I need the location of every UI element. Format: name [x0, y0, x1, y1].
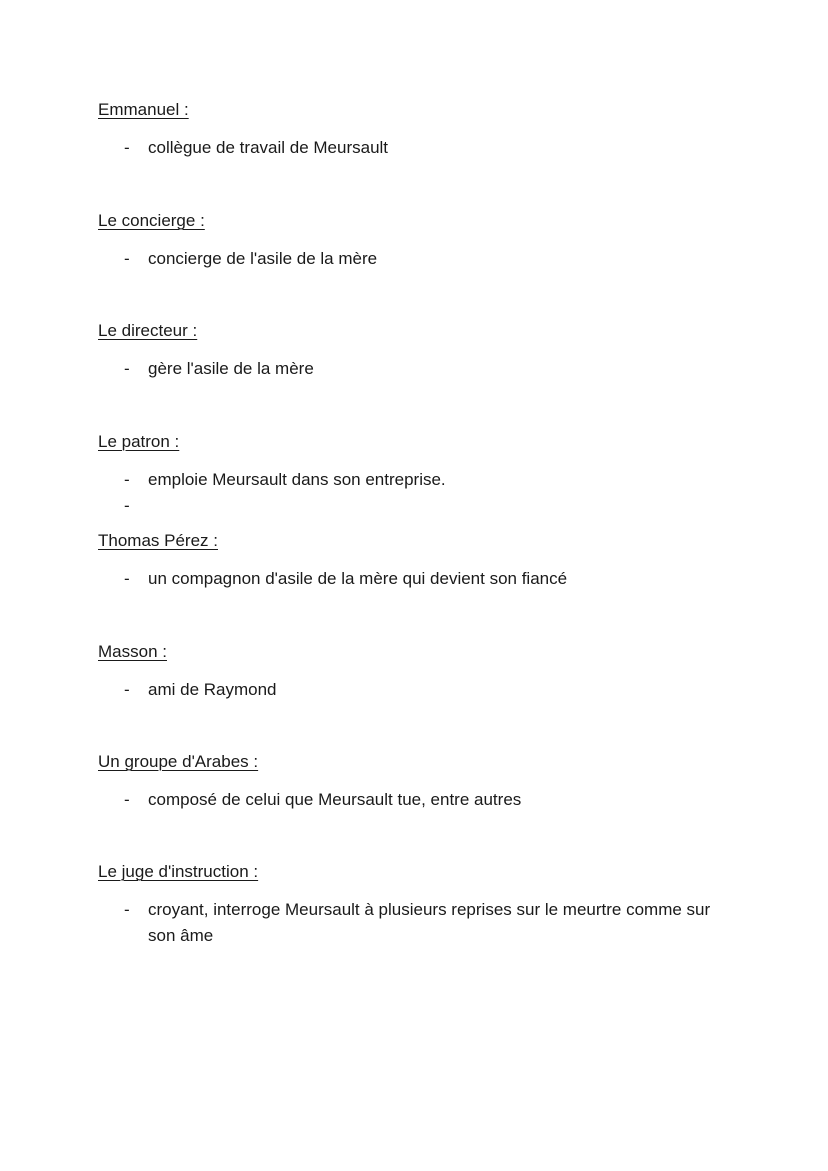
bullet-text: gère l'asile de la mère — [148, 359, 314, 378]
character-entry — [98, 99, 738, 161]
bullet-text: ami de Raymond — [148, 680, 277, 699]
character-description-list — [98, 787, 738, 813]
bullet-dash: - — [124, 496, 130, 515]
character-description-list — [98, 566, 738, 592]
bullet-dash: - — [124, 470, 130, 489]
list-item — [98, 246, 738, 272]
character-entry — [98, 210, 738, 272]
character-heading: Masson : — [98, 642, 167, 661]
list-item — [98, 467, 738, 493]
character-description-list — [98, 356, 738, 382]
character-heading: Le concierge : — [98, 211, 205, 230]
character-description-list — [98, 135, 738, 161]
list-item — [98, 566, 738, 592]
list-item — [98, 897, 738, 949]
character-heading: Thomas Pérez : — [98, 531, 218, 550]
list-item — [98, 677, 738, 703]
bullet-dash: - — [124, 680, 130, 699]
bullet-text: collègue de travail de Meursault — [148, 138, 389, 157]
character-description-list — [98, 467, 738, 519]
character-entry — [98, 320, 738, 382]
bullet-text: un compagnon d'asile de la mère qui devient son fiancé — [148, 569, 568, 588]
character-entry — [98, 751, 738, 813]
bullet-dash: - — [124, 249, 130, 268]
bullet-dash: - — [124, 569, 130, 588]
list-item — [98, 787, 738, 813]
character-heading: Le juge d'instruction : — [98, 862, 259, 881]
character-heading: Emmanuel : — [98, 100, 189, 119]
character-entry — [98, 861, 738, 949]
bullet-dash: - — [124, 790, 130, 809]
character-heading: Le patron : — [98, 432, 180, 451]
list-item — [98, 493, 738, 519]
bullet-text: emploie Meursault dans son entreprise. — [148, 470, 446, 489]
bullet-dash: - — [124, 359, 130, 378]
bullet-text: concierge de l'asile de la mère — [148, 249, 378, 268]
list-item — [98, 356, 738, 382]
character-heading: Un groupe d'Arabes : — [98, 752, 259, 771]
character-description-list — [98, 677, 738, 703]
character-entry — [98, 641, 738, 703]
character-heading: Le directeur : — [98, 321, 198, 340]
character-description-list — [98, 897, 738, 949]
bullet-dash: - — [124, 900, 130, 919]
bullet-dash: - — [124, 138, 130, 157]
character-entry — [98, 431, 738, 519]
bullet-text: composé de celui que Meursault tue, entre autres — [148, 790, 522, 809]
bullet-text: croyant, interroge Meursault à plusieurs reprises sur le meurtre comme sur son âme — [148, 900, 711, 945]
list-item — [98, 135, 738, 161]
character-entry — [98, 530, 738, 592]
character-description-list — [98, 246, 738, 272]
